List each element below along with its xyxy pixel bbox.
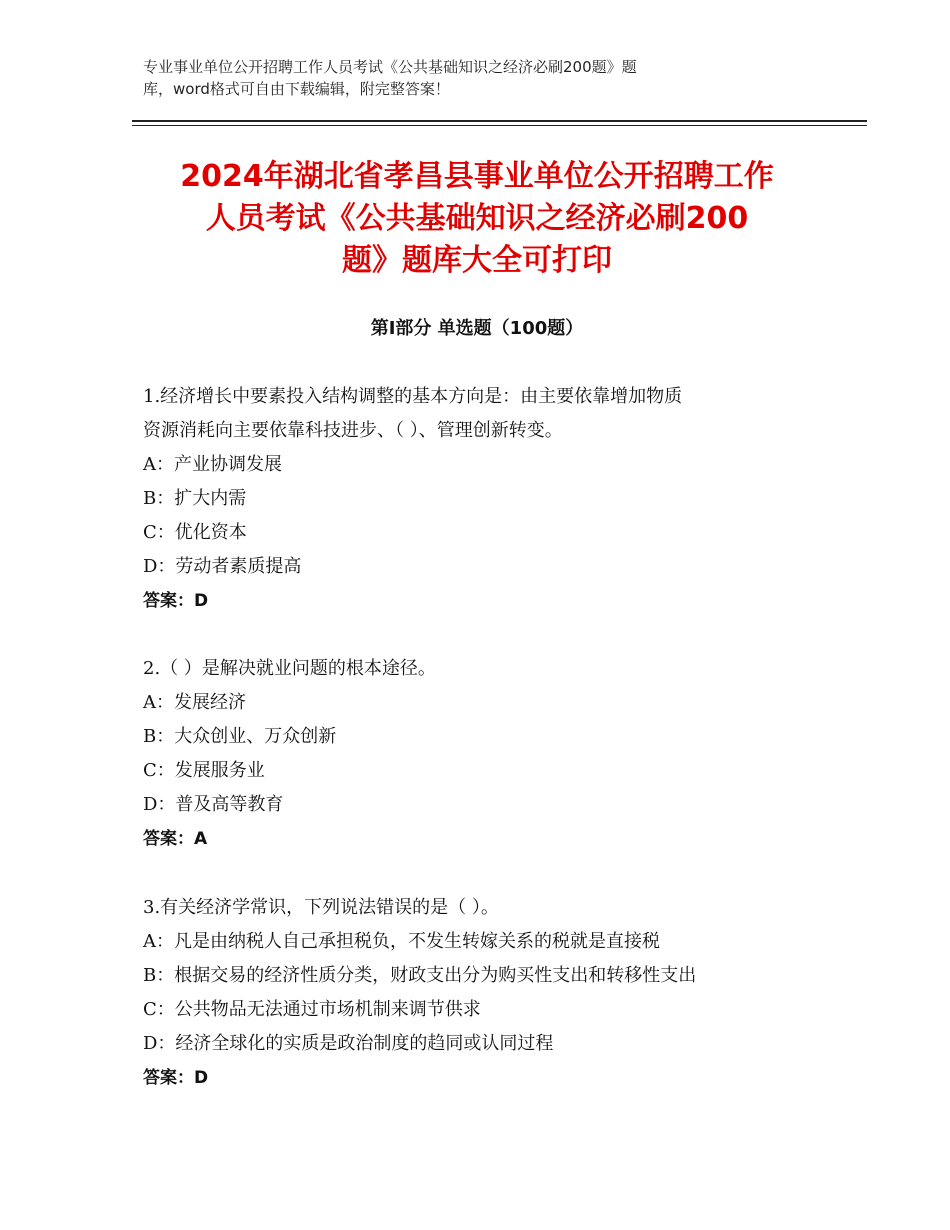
question-1-stem-line-2: 资源消耗向主要依靠科技进步、（ ）、管理创新转变。 — [143, 420, 563, 441]
question-3-option-d: D：经济全球化的实质是政治制度的趋同或认同过程 — [143, 1033, 554, 1054]
question-2-option-d: D：普及高等教育 — [143, 794, 284, 815]
header-note-line-2: 库，word格式可自由下载编辑，附完整答案！ — [143, 80, 450, 98]
question-2-stem-line-1: 2.（ ）是解决就业问题的根本途径。 — [143, 658, 436, 679]
question-3 — [143, 891, 823, 1095]
question-3-answer: 答案：D — [143, 1068, 209, 1088]
question-3-option-b: B：根据交易的经济性质分类，财政支出分为购买性支出和转移性支出 — [143, 965, 697, 986]
question-2 — [143, 652, 823, 856]
header-note — [143, 56, 783, 100]
question-2-option-b: B：大众创业、万众创新 — [143, 726, 337, 747]
question-1-option-c: C：优化资本 — [143, 522, 247, 543]
question-2-answer: 答案：A — [143, 829, 208, 849]
header-divider-thick — [132, 120, 867, 122]
question-1-stem-line-1: 1.经济增长中要素投入结构调整的基本方向是：由主要依靠增加物质 — [143, 386, 683, 407]
document-title-line-3: 题》题库大全可打印 — [342, 243, 612, 278]
question-2-option-c: C：发展服务业 — [143, 760, 265, 781]
question-1-option-a: A：产业协调发展 — [143, 454, 282, 475]
question-2-option-a: A：发展经济 — [143, 692, 246, 713]
question-1-option-b: B：扩大内需 — [143, 488, 247, 509]
document-title-line-1: 2024年湖北省孝昌县事业单位公开招聘工作 — [180, 159, 774, 194]
header-note-line-1: 专业事业单位公开招聘工作人员考试《公共基础知识之经济必刷200题》题 — [143, 58, 637, 76]
document-title-line-2: 人员考试《公共基础知识之经济必刷200 — [205, 201, 749, 236]
question-1-option-d: D：劳动者素质提高 — [143, 556, 302, 577]
question-1-answer: 答案：D — [143, 591, 209, 611]
document-title — [132, 156, 822, 282]
question-3-option-c: C：公共物品无法通过市场机制来调节供求 — [143, 999, 481, 1020]
question-3-option-a: A：凡是由纳税人自己承担税负，不发生转嫁关系的税就是直接税 — [143, 931, 660, 952]
section-title: 第Ⅰ部分 单选题（100题） — [370, 318, 584, 339]
header-divider-thin — [132, 125, 867, 126]
question-3-stem-line-1: 3.有关经济学常识，下列说法错误的是（ ）。 — [143, 897, 499, 918]
question-1 — [143, 380, 823, 618]
